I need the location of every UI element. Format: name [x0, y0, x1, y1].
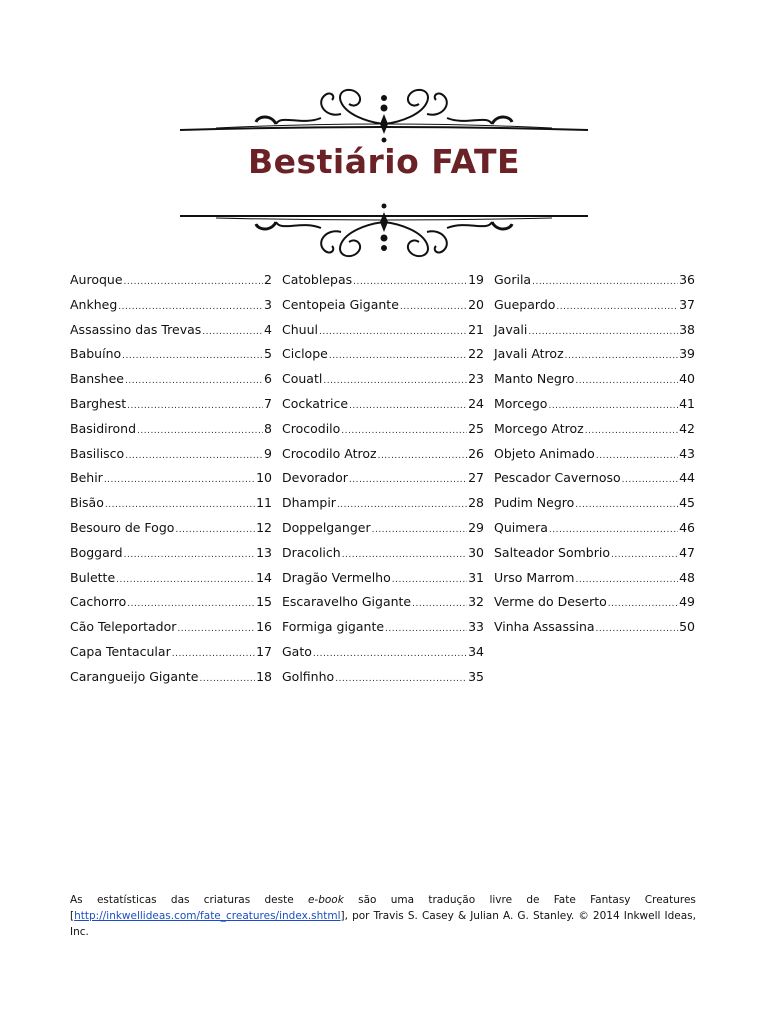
toc-leader-dots — [125, 376, 263, 386]
toc-entry-page: 3 — [264, 296, 272, 312]
toc-entry[interactable] — [70, 495, 272, 520]
toc-entry[interactable] — [70, 346, 272, 371]
toc-entry-page: 38 — [679, 321, 695, 337]
footer-word: das — [170, 894, 190, 906]
toc-entry-name: Crocodilo — [282, 420, 341, 436]
toc-entry-name: Dracolich — [282, 544, 341, 560]
toc-entry-name: Babuíno — [70, 346, 122, 362]
toc-entry-name: Doppelganger — [282, 519, 371, 535]
toc-entry[interactable] — [70, 619, 272, 644]
toc-entry-page: 29 — [468, 519, 484, 535]
toc-entry-page: 12 — [256, 519, 272, 535]
toc-entry-page: 45 — [679, 495, 695, 511]
toc-entry-page: 16 — [256, 619, 272, 635]
footer-ebook: e-book — [307, 894, 344, 906]
toc-entry-name: Bulette — [70, 569, 116, 585]
toc-entry[interactable] — [70, 421, 272, 446]
toc-leader-dots — [622, 475, 678, 485]
toc-entry-name: Bisão — [70, 495, 104, 511]
toc-entry[interactable] — [494, 371, 695, 396]
toc-entry[interactable] — [282, 371, 484, 396]
toc-leader-dots — [608, 599, 678, 609]
toc-leader-dots — [127, 599, 255, 609]
toc-entry-name: Urso Marrom — [494, 569, 575, 585]
toc-entry[interactable] — [282, 545, 484, 570]
toc-entry-name: Pescador Cavernoso — [494, 470, 621, 486]
toc-leader-dots — [372, 525, 468, 535]
toc-entry-page: 21 — [468, 321, 484, 337]
footer-bracket: [ — [70, 910, 75, 922]
toc-entry-page: 44 — [679, 470, 695, 486]
toc-entry-page: 49 — [679, 594, 695, 610]
toc-entry-page: 47 — [679, 544, 695, 560]
toc-entry-name: Quimera — [494, 519, 548, 535]
toc-entry[interactable] — [494, 322, 695, 347]
toc-entry-page: 27 — [468, 470, 484, 486]
toc-leader-dots — [575, 575, 678, 585]
toc-entry[interactable] — [70, 371, 272, 396]
toc-entry[interactable] — [494, 446, 695, 471]
toc-leader-dots — [323, 376, 467, 386]
toc-entry-page: 5 — [264, 346, 272, 362]
toc-leader-dots — [596, 624, 679, 634]
toc-entry-name: Barghest — [70, 395, 127, 411]
toc-entry[interactable] — [282, 570, 484, 595]
toc-leader-dots — [335, 674, 467, 684]
toc-entry-name: Catoblepas — [282, 272, 353, 287]
toc-entry-page: 7 — [264, 395, 272, 411]
toc-column-2 — [282, 272, 484, 694]
toc-entry-page: 19 — [468, 272, 484, 287]
toc-entry-name: Basidirond — [70, 420, 136, 436]
toc-leader-dots — [202, 327, 263, 337]
toc-leader-dots — [137, 426, 263, 436]
toc-entry-page: 33 — [468, 619, 484, 635]
toc-leader-dots — [349, 475, 467, 485]
toc-entry[interactable] — [282, 346, 484, 371]
toc-leader-dots — [400, 302, 467, 312]
toc-leader-dots — [412, 599, 467, 609]
toc-entry-page: 22 — [468, 346, 484, 362]
toc-leader-dots — [329, 351, 467, 361]
toc-entry-page: 31 — [468, 569, 484, 585]
credits-line-1 — [70, 892, 696, 908]
toc-entry-name: Objeto Animado — [494, 445, 595, 461]
toc-entry-page: 2 — [264, 272, 272, 287]
toc-entry-page: 32 — [468, 594, 484, 610]
toc-entry-name: Formiga gigante — [282, 619, 385, 635]
toc-entry-page: 41 — [679, 395, 695, 411]
toc-leader-dots — [172, 649, 255, 659]
toc-entry-name: Couatl — [282, 371, 323, 387]
toc-entry-name: Cão Teleportador — [70, 619, 177, 635]
toc-entry-page: 43 — [679, 445, 695, 461]
toc-entry-name: Cockatrice — [282, 395, 349, 411]
toc-entry-page: 4 — [264, 321, 272, 337]
toc-entry[interactable] — [282, 470, 484, 495]
toc-entry[interactable] — [70, 396, 272, 421]
toc-leader-dots — [104, 475, 255, 485]
toc-entry-name: Morcego Atroz — [494, 420, 584, 436]
toc-entry[interactable] — [282, 619, 484, 644]
toc-entry-name: Dhampir — [282, 495, 336, 511]
toc-leader-dots — [548, 401, 678, 411]
toc-entry-name: Ciclope — [282, 346, 328, 362]
fate-creatures-link[interactable]: http://inkwellideas.com/fate_creatures/index.shtml — [74, 910, 341, 922]
toc-leader-dots — [385, 624, 467, 634]
toc-entry-name: Javali — [494, 321, 528, 337]
toc-leader-dots — [565, 351, 678, 361]
toc-entry-name: Behir — [70, 470, 103, 486]
toc-entry[interactable] — [282, 322, 484, 347]
footer-word: criaturas — [203, 894, 251, 906]
toc-entry[interactable] — [494, 495, 695, 520]
toc-entry-page: 14 — [256, 569, 272, 585]
toc-entry-page: 50 — [679, 619, 695, 635]
toc-leader-dots — [556, 302, 678, 312]
toc-entry-name: Crocodilo Atroz — [282, 445, 377, 461]
toc-leader-dots — [122, 351, 263, 361]
toc-entry[interactable] — [70, 545, 272, 570]
toc-entry[interactable] — [494, 470, 695, 495]
toc-entry[interactable] — [282, 396, 484, 421]
toc-entry-name: Assassino das Trevas — [70, 321, 202, 337]
footer-word: deste — [264, 894, 294, 906]
toc-entry-name: Devorador — [282, 470, 348, 486]
toc-entry-page: 8 — [264, 420, 272, 436]
toc-entry-name: Gorila — [494, 272, 532, 287]
toc-column-1 — [70, 272, 272, 694]
toc-leader-dots — [349, 401, 467, 411]
toc-entry-name: Vinha Assassina — [494, 619, 595, 635]
toc-entry-page: 18 — [256, 668, 272, 684]
toc-entry[interactable] — [494, 346, 695, 371]
toc-entry-page: 11 — [256, 495, 272, 511]
footer-word: Fantasy — [590, 894, 631, 906]
toc-leader-dots — [124, 550, 255, 560]
toc-entry-name: Centopeia Gigante — [282, 296, 399, 312]
toc-entry[interactable] — [70, 322, 272, 347]
toc-leader-dots — [337, 500, 467, 510]
toc-leader-dots — [575, 500, 678, 510]
toc-leader-dots — [200, 674, 256, 684]
toc-entry-page: 42 — [679, 420, 695, 436]
toc-leader-dots — [392, 575, 467, 585]
toc-entry-page: 39 — [679, 346, 695, 362]
toc-entry-page: 6 — [264, 371, 272, 387]
toc-leader-dots — [105, 500, 255, 510]
toc-leader-dots — [118, 302, 263, 312]
toc-entry-page: 13 — [256, 544, 272, 560]
toc-leader-dots — [177, 624, 255, 634]
toc-entry[interactable] — [70, 297, 272, 322]
toc-entry-name: Guepardo — [494, 296, 556, 312]
toc-leader-dots — [175, 525, 255, 535]
toc-leader-dots — [549, 525, 678, 535]
toc-entry-name: Carangueijo Gigante — [70, 668, 199, 684]
toc-entry-page: 37 — [679, 296, 695, 312]
toc-entry-name: Verme do Deserto — [494, 594, 607, 610]
table-of-contents — [0, 272, 768, 702]
footer-word: Fate — [553, 894, 576, 906]
toc-leader-dots — [124, 277, 264, 287]
toc-entry[interactable] — [70, 446, 272, 471]
toc-entry-name: Manto Negro — [494, 371, 575, 387]
toc-leader-dots — [342, 550, 467, 560]
toc-entry-name: Banshee — [70, 371, 124, 387]
toc-leader-dots — [127, 401, 263, 411]
toc-entry[interactable] — [70, 570, 272, 595]
toc-leader-dots — [528, 327, 678, 337]
toc-entry[interactable] — [494, 272, 695, 297]
toc-entry-page: 25 — [468, 420, 484, 436]
toc-leader-dots — [341, 426, 467, 436]
footer-word: As — [70, 894, 83, 906]
toc-entry-name: Salteador Sombrio — [494, 544, 610, 560]
bottom-ornament-flourish — [176, 198, 592, 278]
toc-column-3 — [494, 272, 695, 644]
toc-entry[interactable] — [70, 594, 272, 619]
toc-entry[interactable] — [494, 594, 695, 619]
toc-leader-dots — [353, 277, 467, 287]
toc-entry-name: Capa Tentacular — [70, 643, 171, 659]
toc-entry-page: 26 — [468, 445, 484, 461]
toc-entry[interactable] — [282, 594, 484, 619]
toc-entry-name: Gato — [282, 643, 312, 659]
toc-leader-dots — [319, 327, 467, 337]
footer-rest: ], por Travis S. Casey & Julian A. G. Stanley. © 2014 Inkwell Ideas, Inc. — [70, 910, 696, 938]
toc-entry-page: 15 — [256, 594, 272, 610]
toc-entry[interactable] — [282, 421, 484, 446]
toc-entry[interactable] — [70, 669, 272, 694]
toc-entry-page: 46 — [679, 519, 695, 535]
footer-word: de — [526, 894, 540, 906]
footer-word: tradução — [428, 894, 476, 906]
toc-entry[interactable] — [494, 297, 695, 322]
toc-leader-dots — [125, 451, 263, 461]
toc-leader-dots — [575, 376, 678, 386]
toc-leader-dots — [313, 649, 467, 659]
page-title: Bestiário FATE — [247, 142, 521, 181]
toc-entry[interactable] — [494, 545, 695, 570]
toc-entry[interactable] — [494, 619, 695, 644]
toc-entry-name: Ankheg — [70, 296, 118, 312]
toc-entry[interactable] — [70, 470, 272, 495]
toc-entry-page: 9 — [264, 445, 272, 461]
toc-entry[interactable] — [282, 669, 484, 694]
toc-entry-name: Dragão Vermelho — [282, 569, 391, 585]
footer-word: uma — [390, 894, 415, 906]
toc-entry-page: 17 — [256, 643, 272, 659]
toc-entry[interactable] — [282, 446, 484, 471]
toc-entry-page: 48 — [679, 569, 695, 585]
toc-entry-name: Besouro de Fogo — [70, 519, 175, 535]
toc-entry-name: Chuul — [282, 321, 318, 337]
toc-entry-page: 28 — [468, 495, 484, 511]
toc-entry-page: 20 — [468, 296, 484, 312]
toc-entry-name: Boggard — [70, 544, 123, 560]
toc-entry[interactable] — [282, 272, 484, 297]
toc-entry[interactable] — [494, 421, 695, 446]
footer-word: estatísticas — [96, 894, 157, 906]
toc-entry-name: Golfinho — [282, 668, 335, 684]
footer-word: são — [358, 894, 377, 906]
toc-entry[interactable] — [282, 644, 484, 669]
footer-word: livre — [489, 894, 513, 906]
toc-leader-dots — [585, 426, 678, 436]
toc-leader-dots — [532, 277, 678, 287]
toc-entry-page: 24 — [468, 395, 484, 411]
toc-entry-name: Javali Atroz — [494, 346, 564, 362]
toc-entry[interactable] — [70, 520, 272, 545]
toc-entry[interactable] — [70, 644, 272, 669]
toc-entry-name: Pudim Negro — [494, 495, 575, 511]
toc-leader-dots — [116, 575, 255, 585]
toc-entry-page: 23 — [468, 371, 484, 387]
toc-entry-name: Basilisco — [70, 445, 125, 461]
toc-entry-page: 36 — [679, 272, 695, 287]
toc-entry[interactable] — [494, 570, 695, 595]
toc-leader-dots — [378, 451, 468, 461]
toc-entry[interactable] — [282, 520, 484, 545]
toc-entry-page: 40 — [679, 371, 695, 387]
toc-leader-dots — [596, 451, 678, 461]
credits-line-2 — [70, 908, 696, 940]
toc-leader-dots — [611, 550, 678, 560]
toc-entry[interactable] — [494, 520, 695, 545]
toc-entry-name: Auroque — [70, 272, 123, 287]
toc-entry-page: 10 — [256, 470, 272, 486]
footer-word: Creatures — [644, 894, 696, 906]
toc-entry[interactable] — [494, 396, 695, 421]
toc-entry-page: 35 — [468, 668, 484, 684]
toc-entry[interactable] — [70, 272, 272, 297]
toc-entry-name: Escaravelho Gigante — [282, 594, 412, 610]
toc-entry[interactable] — [282, 297, 484, 322]
toc-entry-name: Morcego — [494, 395, 548, 411]
toc-entry-page: 30 — [468, 544, 484, 560]
credits-footer — [70, 892, 696, 940]
toc-entry-page: 34 — [468, 643, 484, 659]
toc-entry-name: Cachorro — [70, 594, 127, 610]
toc-entry[interactable] — [282, 495, 484, 520]
